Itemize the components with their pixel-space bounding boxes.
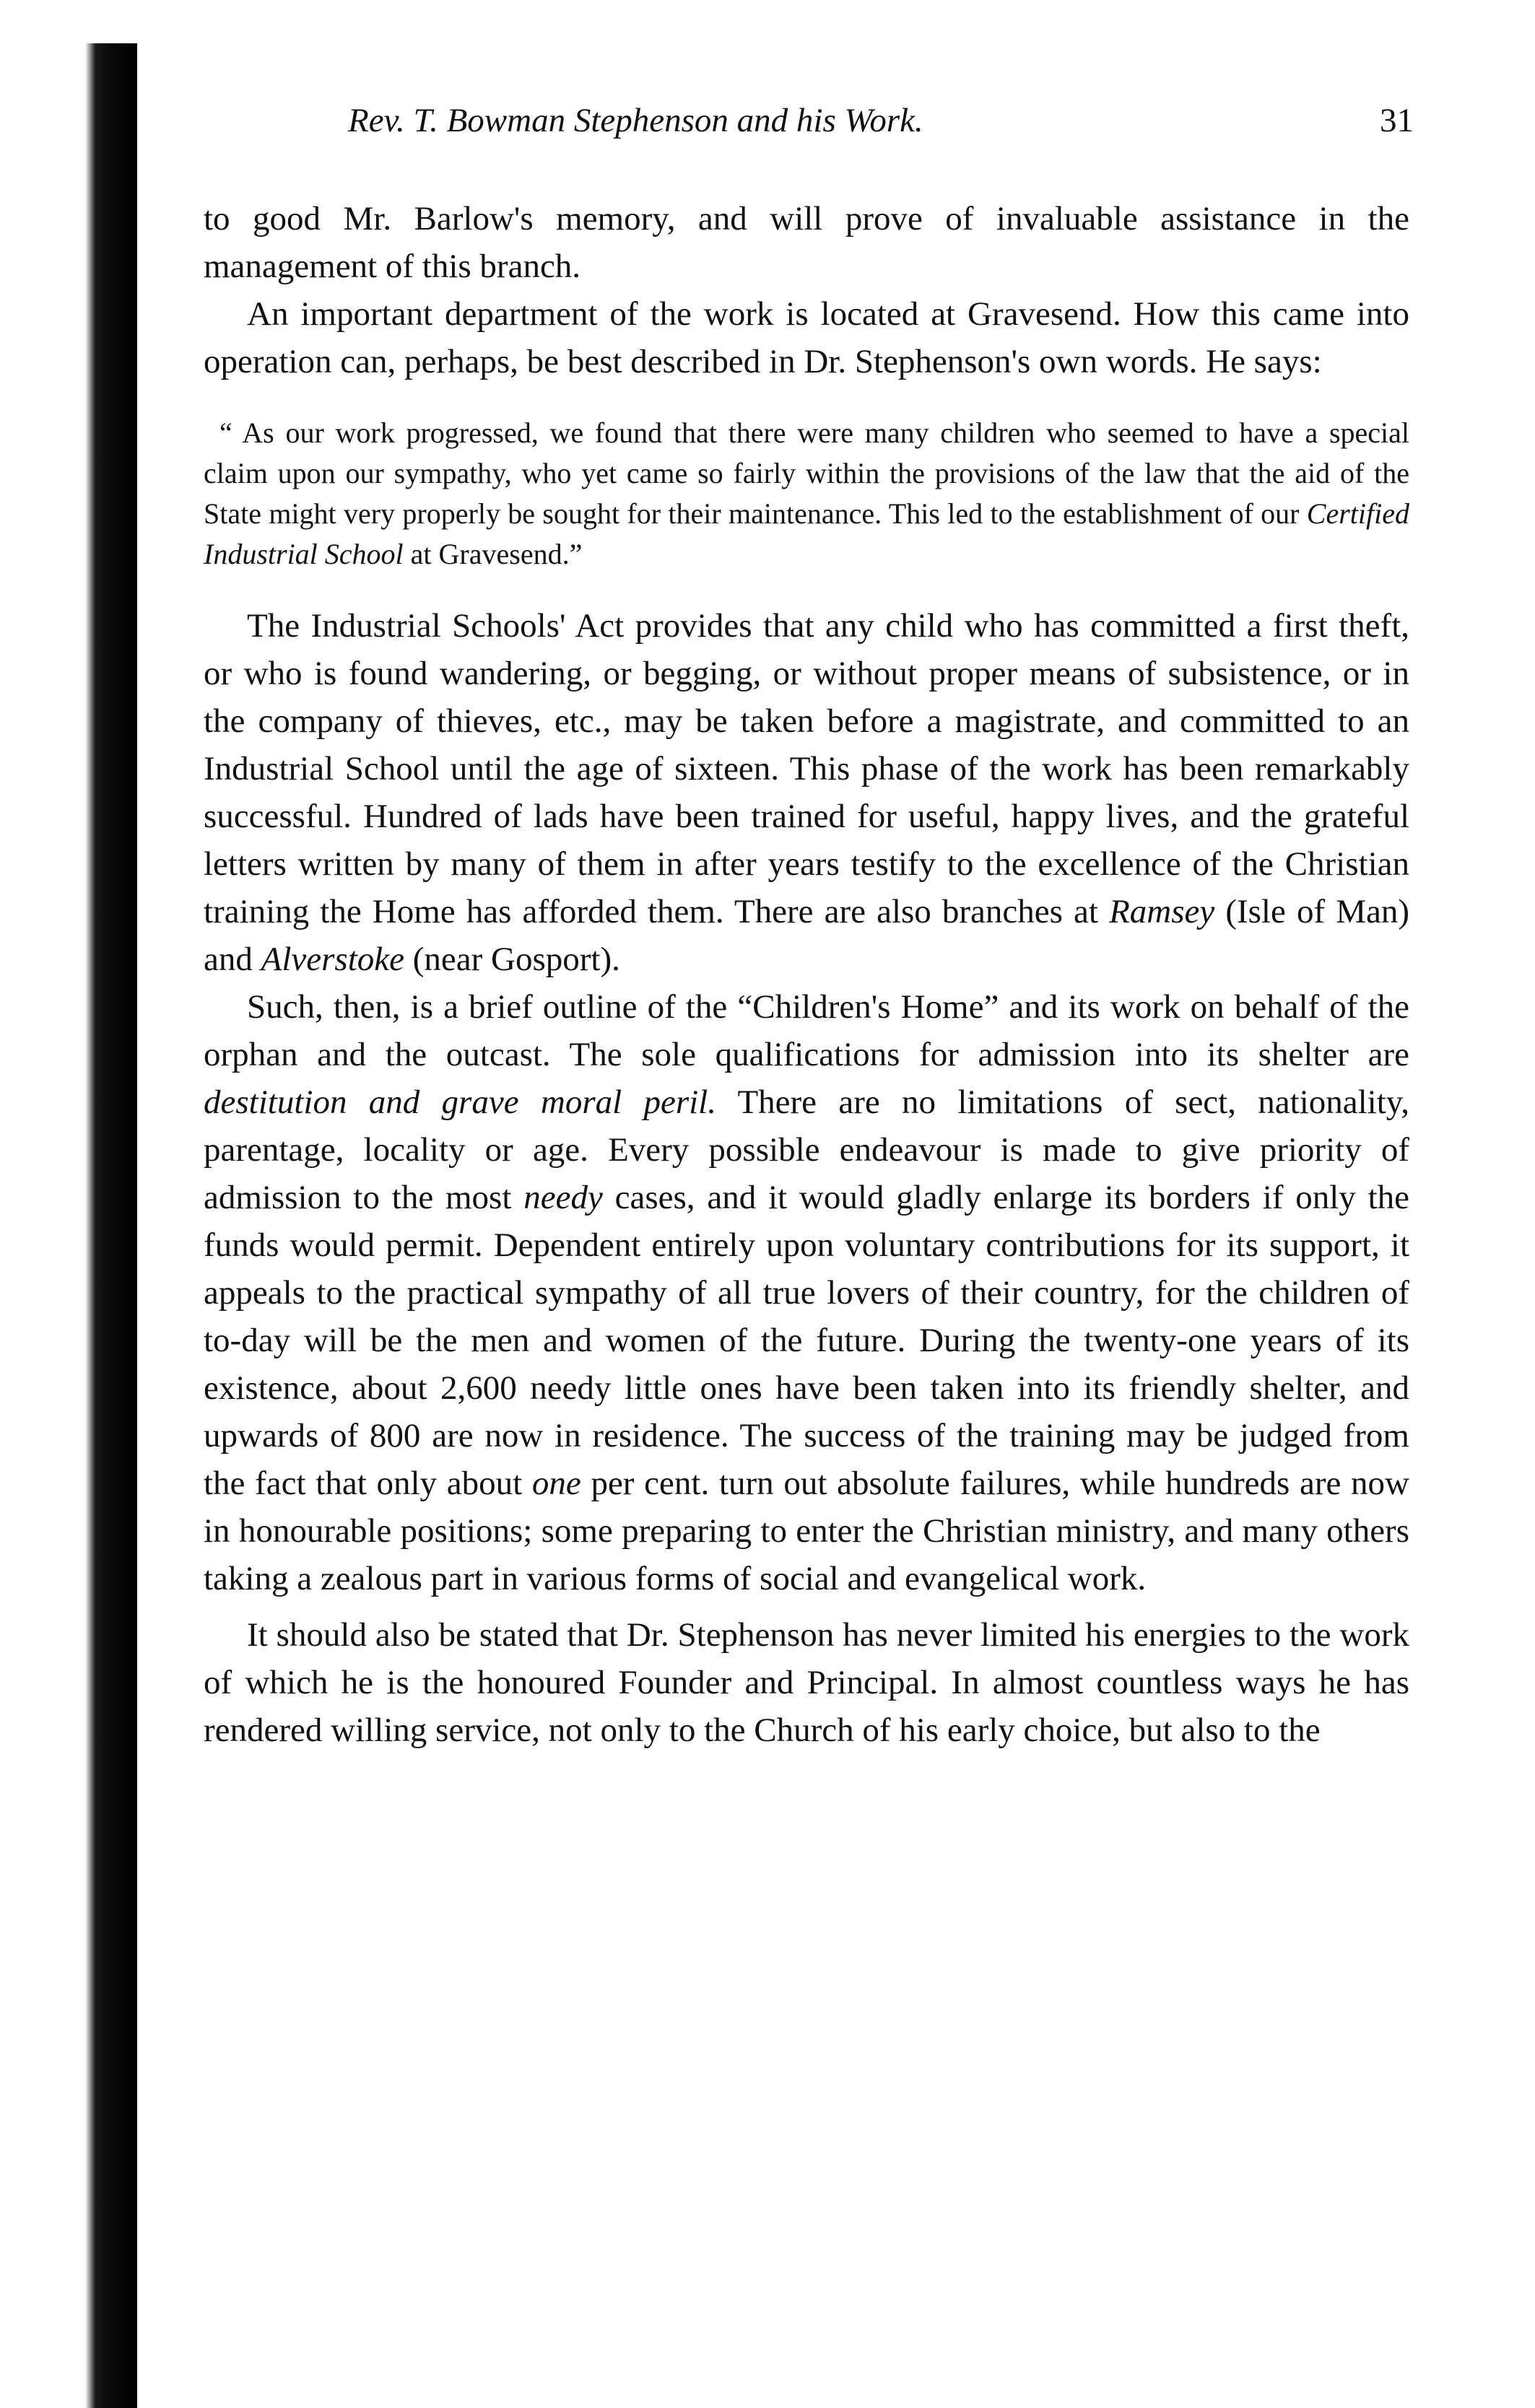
book-page	[204, 101, 1414, 1754]
paragraph-2: An important department of the work is located at Gravesend. How this came into operation can, perhaps, be best described in Dr. Stephenson's own words. He says:	[204, 295, 1409, 380]
p4-italic-destitution: destitution and grave moral peril.	[204, 1083, 716, 1121]
book-binding-shadow	[0, 43, 137, 2408]
p4-italic-needy: needy	[523, 1179, 603, 1216]
block-quote	[204, 413, 1409, 575]
paragraph-1: to good Mr. Barlow's memory, and will prove of invaluable assistance in the management of this branch.	[204, 200, 1409, 285]
quote-text-a: “ As our work progressed, we found that there were many children who seemed to have a special claim upon our sympathy, who yet came so fairly within the provisions of the law that the aid of the State might very properly be sought for their maintenance. This led to the establishment of our	[204, 416, 1409, 530]
quote-text-c: at Gravesend.”	[403, 538, 583, 570]
p4-text-g: per cent. turn out absolute failures, while hundreds are now in honourable positions; some preparing to enter the Christian ministry, and many others taking a zealous part in various forms of social and evangelical work.	[204, 1465, 1409, 1597]
p4-text-e: cases, and it would gladly enlarge its borders if only the funds would permit. Dependent entirely upon voluntary contributions for its support, it appeals to the practical sympathy of all true lovers of their country, for the children of to-day will be the men and women of the future. During the twenty-one years of its existence, about 2,600 needy little ones have been taken into its friendly shelter, and upwards of 800 are now in residence. The success of the training may be judged from the fact that only about	[204, 1179, 1410, 1502]
p3-text-e: (near Gosport).	[404, 941, 620, 978]
paragraph-5: It should also be stated that Dr. Stephenson has never limited his energies to the work of which he is the honoured Founder and Principal. In almost countless ways he has rendered willing service, not only to the Church of his early choice, but also to the	[204, 1616, 1409, 1749]
p3-italic-ramsey: Ramsey	[1109, 893, 1215, 930]
paragraph-3	[204, 602, 1409, 983]
running-head	[204, 101, 1414, 159]
page-number: 31	[1380, 102, 1414, 139]
p3-italic-alverstoke: Alverstoke	[261, 941, 404, 978]
p4-text-c: There are no limitations of sect, nationality, parentage, locality or age. Every possible endeavour is made to give priority of admission to the most	[204, 1083, 1409, 1216]
p4-italic-one: one	[531, 1465, 581, 1502]
p3-text-c: (Isle of Man) and	[204, 893, 1410, 978]
paragraph-4	[204, 983, 1409, 1602]
p4-text-a: Such, then, is a brief outline of the “Children's Home” and its work on behalf of the orphan and the outcast. The sole qualifications for admission into its shelter are	[204, 988, 1409, 1073]
p3-text-a: The Industrial Schools' Act provides that any child who has committed a first theft, or who is found wandering, or begging, or without proper means of subsistence, or in the company of thieves, etc., may be taken before a magistrate, and committed to an Industrial School until the age of sixteen. This phase of the work has been remarkably successful. Hundred of lads have been trained for useful, happy lives, and the grateful letters written by many of them in after years testify to the excellence of the Christian training the Home has afforded them. There are also branches at	[204, 607, 1409, 930]
quote-italic-school: Certified Industrial School	[204, 497, 1409, 570]
running-head-title: Rev. T. Bowman Stephenson and his Work.	[348, 102, 923, 139]
